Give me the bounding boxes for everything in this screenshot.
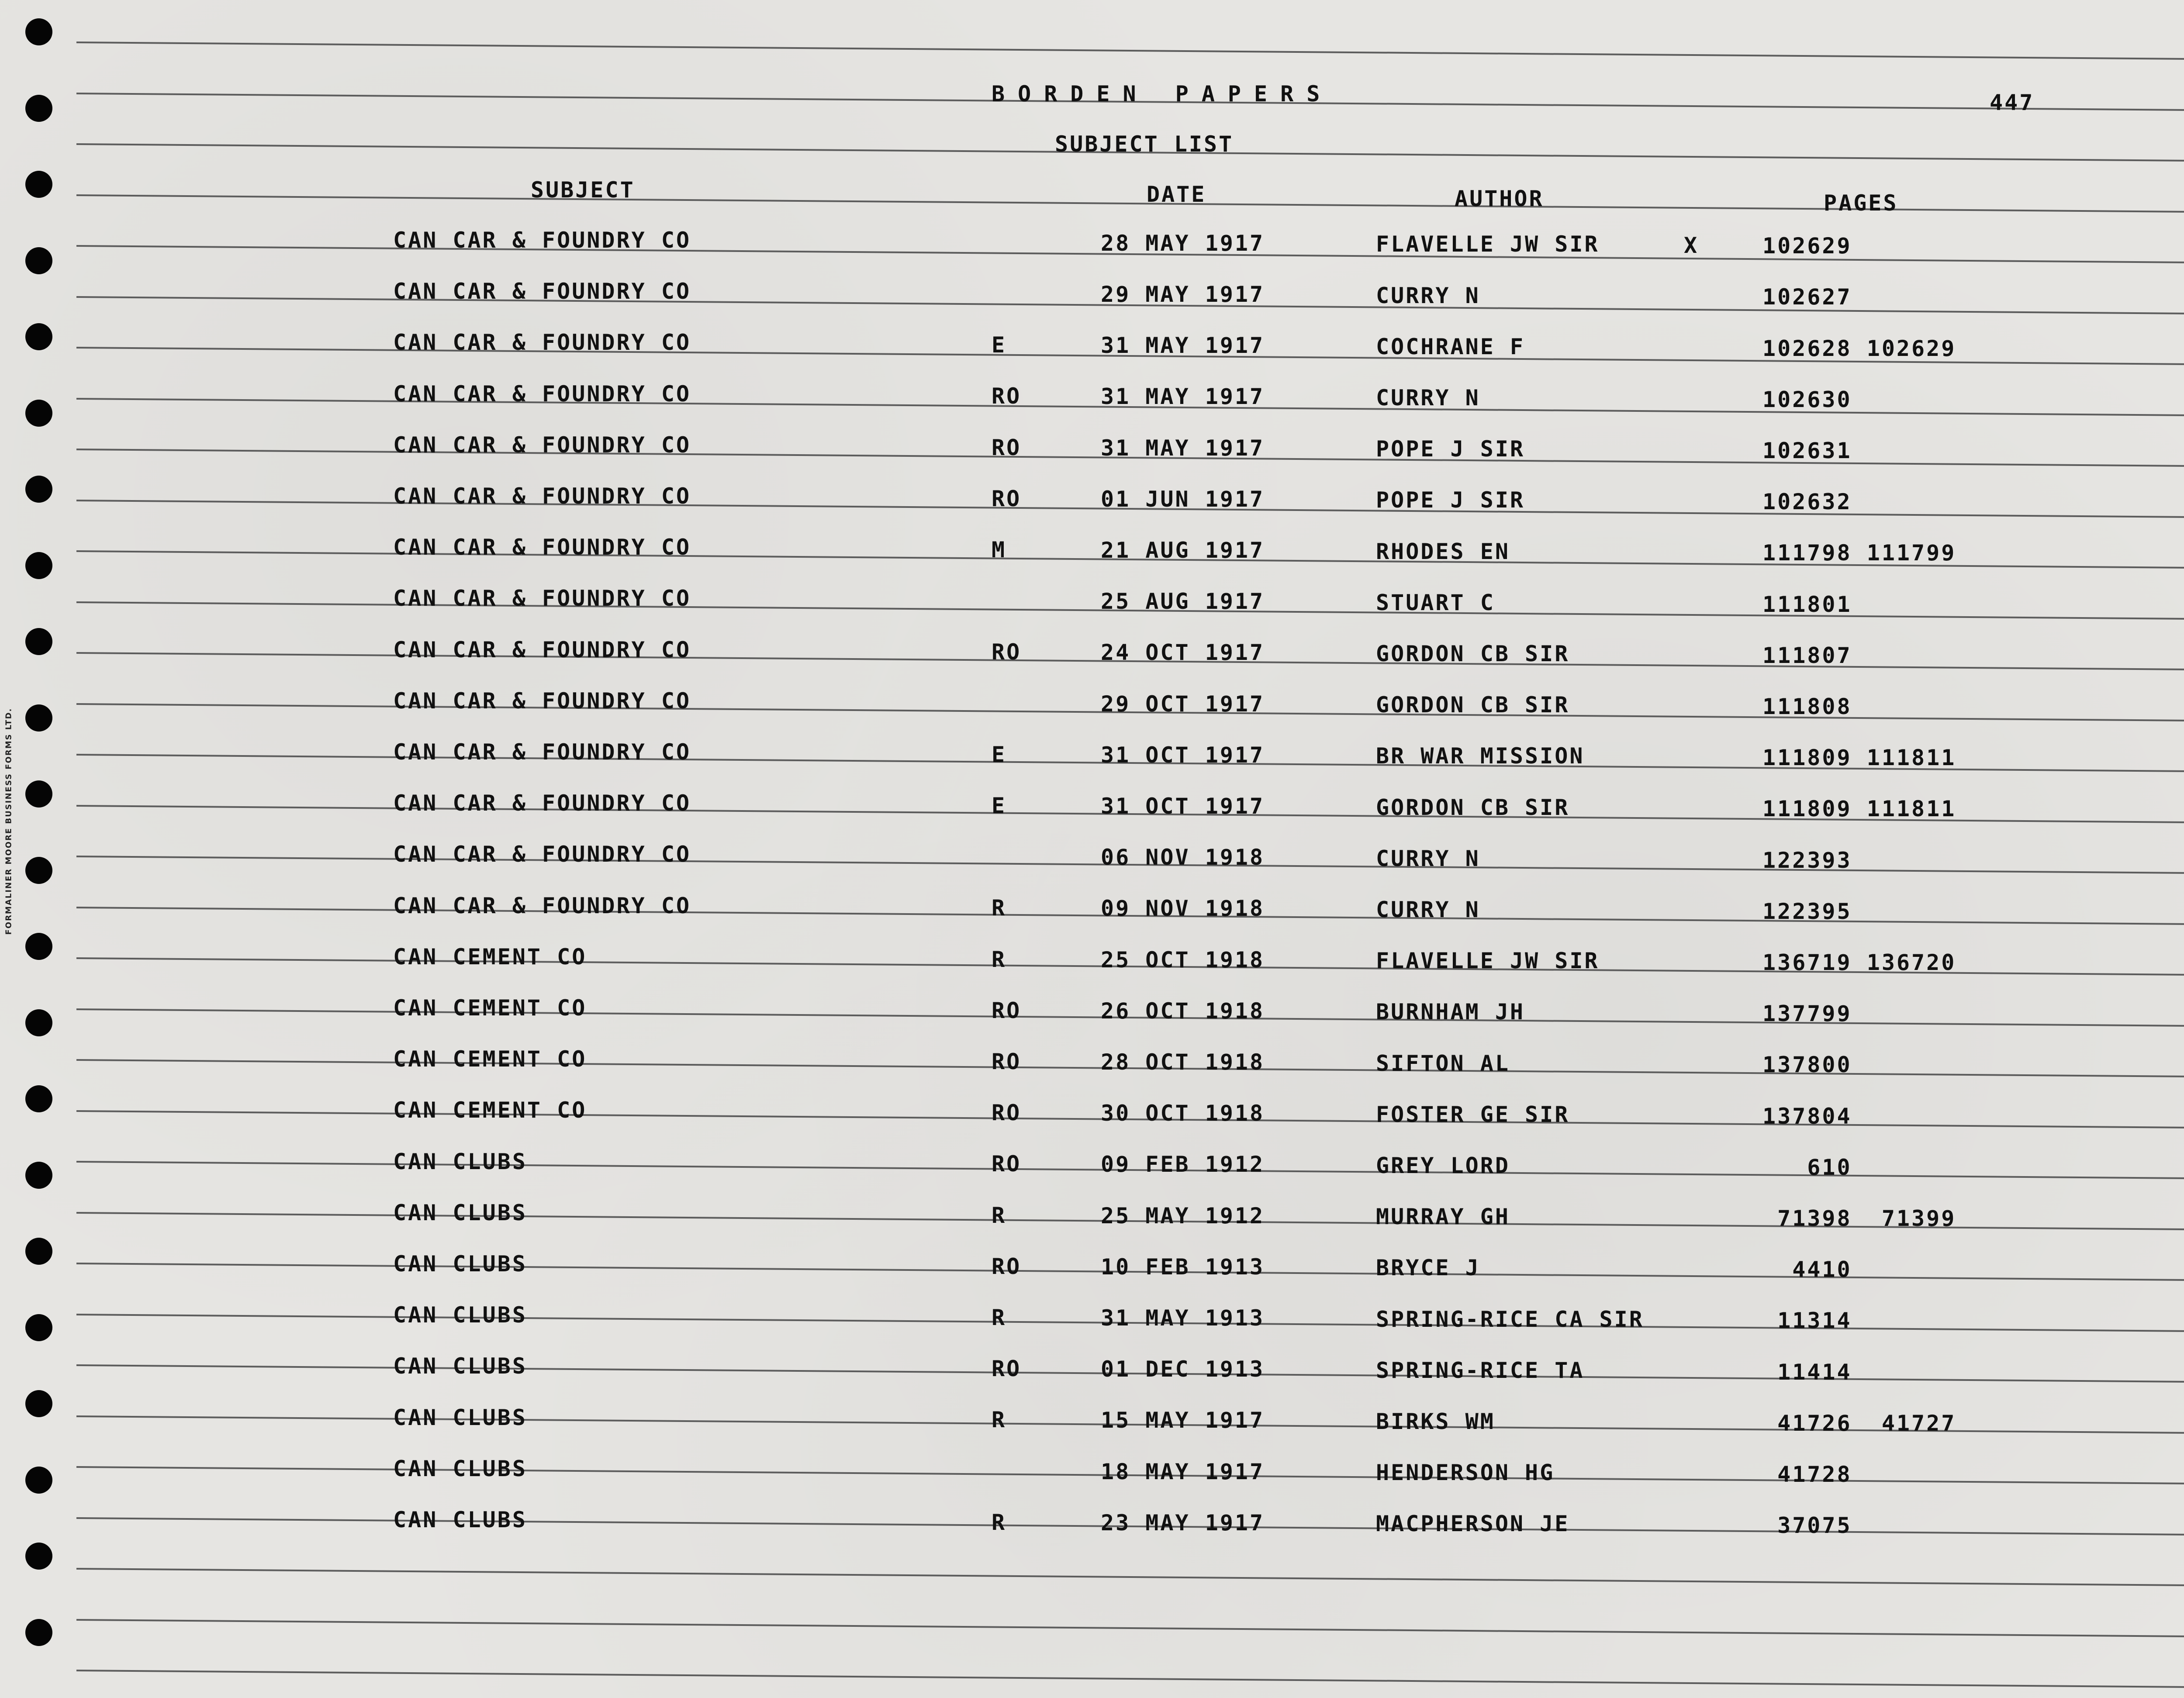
feed-hole — [25, 476, 52, 503]
row-pages: 111801 — [1762, 592, 1852, 617]
row-author: COCHRANE F — [1376, 334, 1525, 359]
row-pages: 4410 — [1762, 1257, 1852, 1282]
row-author: GREY LORD — [1376, 1153, 1510, 1178]
row-author: SIFTON AL — [1376, 1051, 1510, 1076]
feed-hole — [25, 933, 52, 960]
row-pages: 102632 — [1762, 489, 1852, 514]
row-code: RO — [992, 1356, 1022, 1381]
row-pages: 111809 111811 — [1762, 796, 1956, 821]
row-pages: 610 — [1762, 1155, 1852, 1180]
row-author: BR WAR MISSION — [1376, 743, 1585, 769]
row-date: 01 DEC 1913 — [1101, 1356, 1265, 1382]
row-pages: 122393 — [1762, 848, 1852, 873]
row-pages: 137799 — [1762, 1001, 1852, 1026]
feed-hole — [25, 1619, 52, 1646]
column-header-pages: PAGES — [1824, 190, 1898, 216]
row-date: 06 NOV 1918 — [1101, 845, 1265, 870]
row-date: 29 MAY 1917 — [1101, 282, 1265, 307]
row-subject: CAN CEMENT CO — [393, 1097, 587, 1123]
row-code: R — [992, 947, 1007, 972]
row-code: R — [992, 1305, 1007, 1330]
row-author: BIRKS WM — [1376, 1409, 1495, 1434]
row-code: RO — [992, 486, 1022, 511]
row-subject: CAN CAR & FOUNDRY CO — [393, 637, 691, 663]
row-date: 21 AUG 1917 — [1101, 538, 1265, 563]
row-date: 23 MAY 1917 — [1101, 1510, 1265, 1536]
feed-hole — [25, 1085, 52, 1112]
row-author: HENDERSON HG — [1376, 1460, 1555, 1485]
row-author: GORDON CB SIR — [1376, 795, 1570, 820]
feed-hole — [25, 1314, 52, 1341]
row-subject: CAN CLUBS — [393, 1302, 527, 1328]
row-subject: CAN CEMENT CO — [393, 1046, 587, 1072]
row-author: CURRY N — [1376, 846, 1480, 871]
row-date: 31 MAY 1913 — [1101, 1305, 1265, 1331]
row-subject: CAN CAR & FOUNDRY CO — [393, 842, 691, 867]
row-subject: CAN CAR & FOUNDRY CO — [393, 228, 691, 253]
feed-hole — [25, 400, 52, 427]
row-subject: CAN CLUBS — [393, 1251, 527, 1277]
ruled-line — [76, 41, 2184, 60]
row-date: 28 MAY 1917 — [1101, 231, 1265, 256]
row-code: RO — [992, 435, 1022, 460]
row-author: POPE J SIR — [1376, 436, 1525, 462]
row-date: 24 OCT 1917 — [1101, 640, 1265, 665]
row-subject: CAN CLUBS — [393, 1456, 527, 1481]
feed-hole — [25, 780, 52, 808]
feed-hole — [25, 628, 52, 655]
feed-hole — [25, 552, 52, 579]
feed-hole — [25, 704, 52, 732]
row-author: GORDON CB SIR — [1376, 692, 1570, 718]
feed-hole — [25, 247, 52, 274]
row-mark: X — [1684, 233, 1699, 258]
row-pages: 41728 — [1762, 1462, 1852, 1487]
row-code: RO — [992, 998, 1022, 1023]
row-author: BRYCE J — [1376, 1255, 1480, 1280]
row-author: FOSTER GE SIR — [1376, 1102, 1570, 1127]
row-author: GORDON CB SIR — [1376, 641, 1570, 666]
row-pages: 137800 — [1762, 1052, 1852, 1077]
row-author: CURRY N — [1376, 385, 1480, 411]
row-author: SPRING-RICE TA — [1376, 1358, 1585, 1383]
row-author: POPE J SIR — [1376, 487, 1525, 513]
feed-hole — [25, 95, 52, 122]
row-pages: 102629 — [1762, 233, 1852, 259]
row-author: RHODES EN — [1376, 539, 1510, 564]
row-pages: 137804 — [1762, 1104, 1852, 1129]
row-author: STUART C — [1376, 590, 1495, 615]
row-date: 10 FEB 1913 — [1101, 1254, 1265, 1280]
row-date: 15 MAY 1917 — [1101, 1408, 1265, 1433]
row-subject: CAN CLUBS — [393, 1353, 527, 1379]
column-header-date: DATE — [1147, 182, 1206, 207]
feed-hole — [25, 857, 52, 884]
column-header-author: AUTHOR — [1455, 186, 1544, 211]
document-title: BORDEN PAPERS — [992, 81, 1333, 107]
row-subject: CAN CAR & FOUNDRY CO — [393, 381, 691, 407]
row-code: RO — [992, 1100, 1022, 1125]
row-code: E — [992, 793, 1007, 818]
row-subject: CAN CLUBS — [393, 1200, 527, 1225]
row-pages: 11414 — [1762, 1360, 1852, 1385]
row-pages: 111809 111811 — [1762, 745, 1956, 770]
row-subject: CAN CLUBS — [393, 1507, 527, 1532]
document-subtitle: SUBJECT LIST — [1055, 131, 1234, 157]
row-code: RO — [992, 1049, 1022, 1074]
row-code: RO — [992, 383, 1022, 409]
row-pages: 122395 — [1762, 899, 1852, 924]
row-code: R — [992, 1407, 1007, 1432]
row-author: CURRY N — [1376, 897, 1480, 922]
row-date: 25 MAY 1912 — [1101, 1203, 1265, 1229]
row-code: R — [992, 895, 1007, 921]
row-subject: CAN CAR & FOUNDRY CO — [393, 432, 691, 458]
row-code: E — [992, 742, 1007, 767]
row-code: R — [992, 1203, 1007, 1228]
row-subject: CAN CAR & FOUNDRY CO — [393, 330, 691, 355]
row-subject: CAN CAR & FOUNDRY CO — [393, 586, 691, 611]
row-subject: CAN CEMENT CO — [393, 944, 587, 970]
row-pages: 111808 — [1762, 694, 1852, 719]
row-pages: 11314 — [1762, 1308, 1852, 1333]
column-header-subject: SUBJECT — [531, 177, 635, 203]
row-date: 31 MAY 1917 — [1101, 333, 1265, 358]
row-date: 30 OCT 1918 — [1101, 1101, 1265, 1126]
row-pages: 71398 71399 — [1762, 1206, 1956, 1231]
feed-hole — [25, 1238, 52, 1265]
row-subject: CAN CAR & FOUNDRY CO — [393, 279, 691, 304]
row-code: M — [992, 537, 1007, 563]
row-pages: 111798 111799 — [1762, 540, 1956, 566]
row-author: FLAVELLE JW SIR — [1376, 948, 1600, 973]
form-margin-note: FORMALINER MOORE BUSINESS FORMS LTD. — [4, 708, 14, 935]
ruled-line — [76, 1670, 2184, 1688]
row-author: SPRING-RICE CA SIR — [1376, 1307, 1644, 1332]
feed-hole — [25, 1467, 52, 1494]
row-date: 01 JUN 1917 — [1101, 487, 1265, 512]
row-pages: 102627 — [1762, 284, 1852, 310]
row-date: 09 FEB 1912 — [1101, 1152, 1265, 1177]
row-subject: CAN CAR & FOUNDRY CO — [393, 688, 691, 714]
row-code: RO — [992, 639, 1022, 665]
feed-hole — [25, 18, 52, 45]
ruled-line — [76, 1568, 2184, 1587]
row-date: 25 OCT 1918 — [1101, 947, 1265, 973]
row-author: BURNHAM JH — [1376, 999, 1525, 1025]
row-pages: 102628 102629 — [1762, 336, 1956, 361]
row-date: 31 MAY 1917 — [1101, 384, 1265, 409]
row-code: RO — [992, 1254, 1022, 1279]
ruled-line — [76, 1619, 2184, 1638]
row-subject: CAN CAR & FOUNDRY CO — [393, 483, 691, 509]
row-date: 31 MAY 1917 — [1101, 435, 1265, 461]
row-subject: CAN CAR & FOUNDRY CO — [393, 790, 691, 816]
feed-hole — [25, 171, 52, 198]
row-date: 25 AUG 1917 — [1101, 589, 1265, 614]
row-pages: 37075 — [1762, 1513, 1852, 1538]
row-subject: CAN CEMENT CO — [393, 995, 587, 1021]
row-subject: CAN CAR & FOUNDRY CO — [393, 893, 691, 918]
row-date: 31 OCT 1917 — [1101, 794, 1265, 819]
row-pages: 102631 — [1762, 438, 1852, 463]
row-pages: 111807 — [1762, 643, 1852, 668]
row-code: E — [992, 332, 1007, 358]
row-author: MACPHERSON JE — [1376, 1511, 1570, 1536]
row-date: 28 OCT 1918 — [1101, 1049, 1265, 1075]
feed-hole — [25, 1390, 52, 1417]
row-date: 26 OCT 1918 — [1101, 998, 1265, 1024]
page-number: 447 — [1990, 90, 2035, 115]
row-code: RO — [992, 1151, 1022, 1177]
row-date: 29 OCT 1917 — [1101, 691, 1265, 717]
row-subject: CAN CAR & FOUNDRY CO — [393, 739, 691, 765]
row-author: CURRY N — [1376, 283, 1480, 308]
feed-hole — [25, 1009, 52, 1036]
feed-hole — [25, 323, 52, 350]
row-date: 31 OCT 1917 — [1101, 742, 1265, 768]
row-subject: CAN CLUBS — [393, 1149, 527, 1174]
row-date: 18 MAY 1917 — [1101, 1459, 1265, 1484]
row-author: MURRAY GH — [1376, 1204, 1510, 1229]
feed-hole — [25, 1162, 52, 1189]
row-pages: 102630 — [1762, 387, 1852, 412]
row-pages: 41726 41727 — [1762, 1411, 1956, 1436]
row-subject: CAN CLUBS — [393, 1405, 527, 1430]
row-author: FLAVELLE JW SIR — [1376, 231, 1600, 257]
row-date: 09 NOV 1918 — [1101, 896, 1265, 921]
feed-hole — [25, 1543, 52, 1570]
row-subject: CAN CAR & FOUNDRY CO — [393, 535, 691, 560]
row-code: R — [992, 1510, 1007, 1535]
row-pages: 136719 136720 — [1762, 950, 1956, 975]
